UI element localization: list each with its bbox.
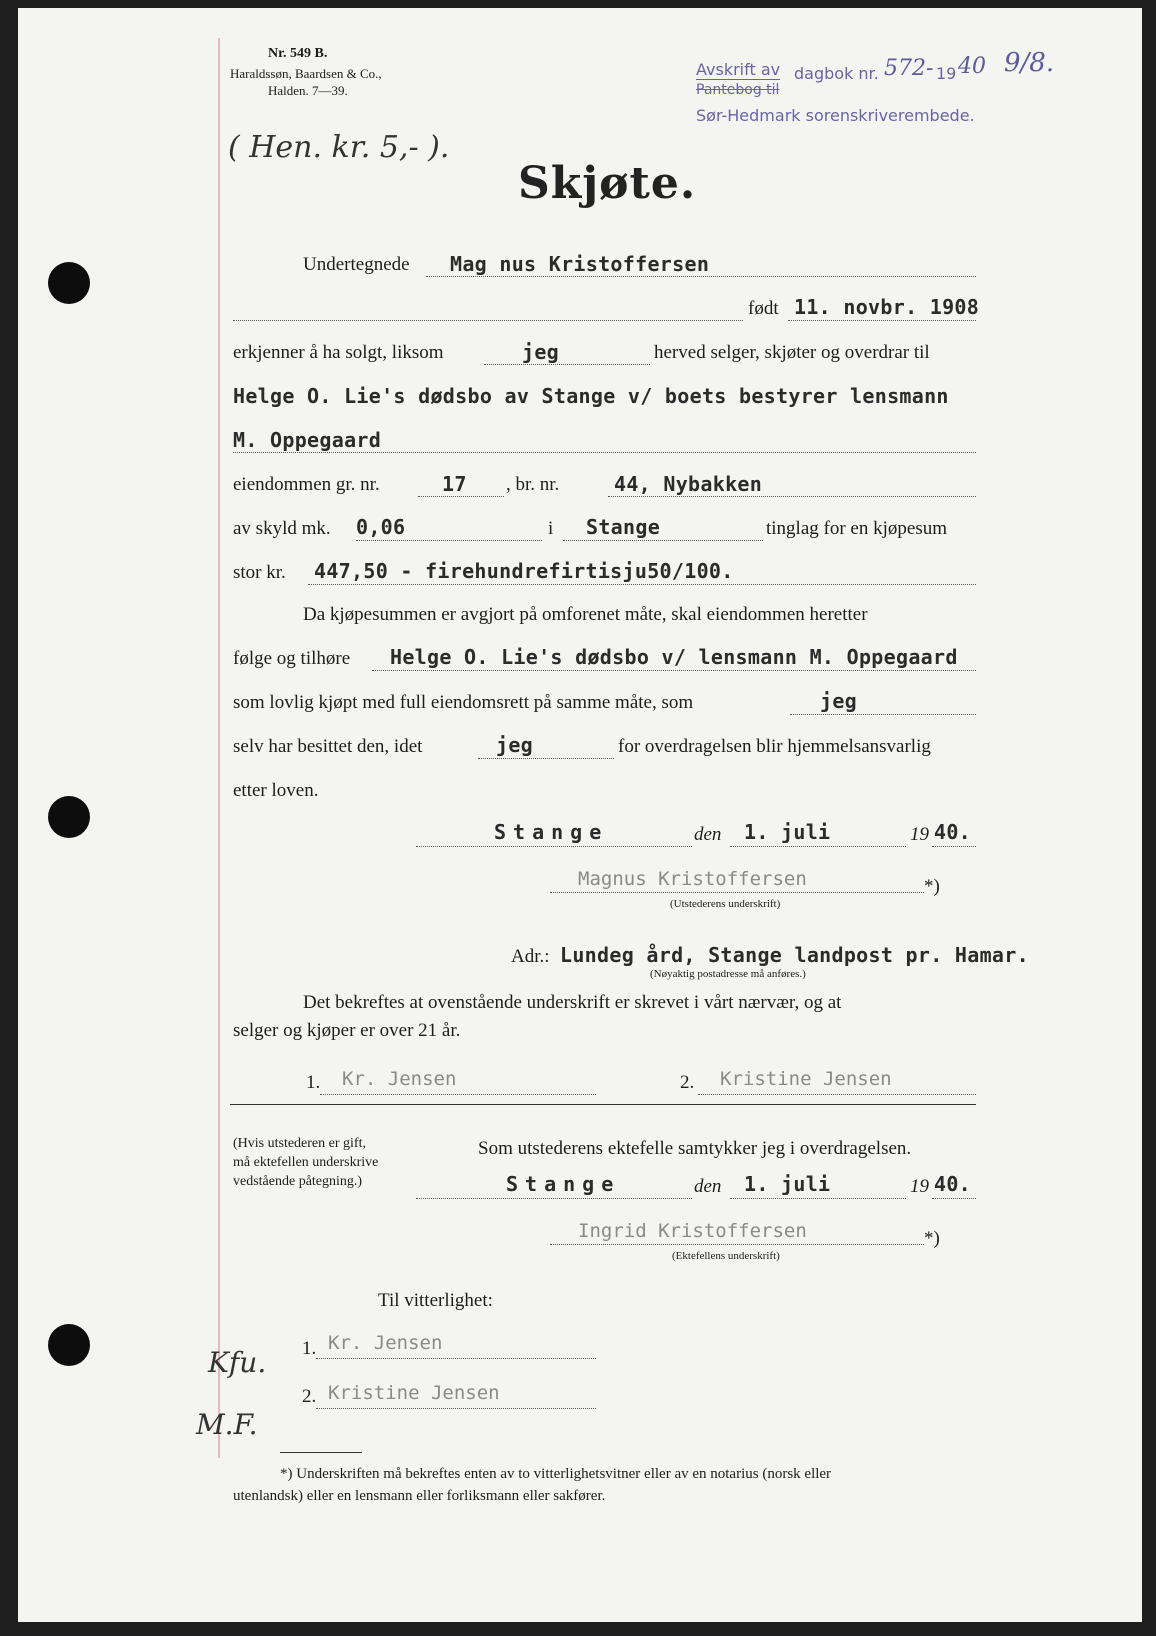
field-line bbox=[932, 846, 976, 847]
stamp-dagbok: dagbok nr. bbox=[794, 64, 879, 83]
spouse-note-line2: må ektefellen underskrive bbox=[233, 1155, 379, 1170]
date2-year: 40. bbox=[934, 1172, 972, 1196]
signature1-star: *) bbox=[924, 876, 940, 897]
stamp-avskrift: Avskrift av bbox=[696, 60, 781, 79]
punch-hole bbox=[48, 796, 90, 838]
field-line bbox=[608, 496, 976, 497]
stamp-office: Sør-Hedmark sorenskriverembede. bbox=[696, 106, 975, 125]
stor-label: stor kr. bbox=[233, 562, 286, 583]
stamp-hand-date: 9/8. bbox=[1004, 48, 1055, 78]
witness-confirm-line1: Det bekreftes at ovenstående underskrift er skrevet i vårt nærvær, og at bbox=[303, 992, 842, 1013]
field-line bbox=[730, 846, 906, 847]
signature-line bbox=[698, 1094, 976, 1095]
field-line bbox=[356, 540, 542, 541]
date1-den: den bbox=[694, 824, 722, 845]
seller-signature: Magnus Kristoffersen bbox=[578, 868, 807, 890]
vitterlighet2-number: 2. bbox=[302, 1386, 317, 1407]
field-line bbox=[484, 364, 650, 365]
date1-year-prefix: 19 bbox=[910, 824, 929, 845]
vitterlighet1-signature: Kr. Jensen bbox=[328, 1332, 443, 1354]
signature-line bbox=[320, 1094, 596, 1095]
field-line bbox=[416, 1198, 692, 1199]
field-line bbox=[308, 584, 976, 585]
spouse-note-line3: vedstående påtegning.) bbox=[233, 1174, 363, 1189]
br-label: , br. nr. bbox=[506, 474, 560, 495]
eiendommen-label: eiendommen gr. nr. bbox=[233, 474, 380, 495]
stamp-struck-text: Pantebog til bbox=[696, 82, 780, 98]
gr-nr: 17 bbox=[442, 472, 467, 496]
tinglag-place: Stange bbox=[586, 515, 661, 539]
new-owner: Helge O. Lie's dødsbo v/ lensmann M. Oppegaard bbox=[390, 645, 958, 669]
vitterlighet1-number: 1. bbox=[302, 1338, 317, 1359]
vitterlighet2-signature: Kristine Jensen bbox=[328, 1382, 500, 1404]
selv-label: selv har besittet den, idet bbox=[233, 736, 423, 757]
fodt-label: født bbox=[748, 298, 779, 319]
field-line bbox=[233, 452, 976, 453]
punch-hole bbox=[48, 262, 90, 304]
field-line bbox=[426, 276, 976, 277]
witness2-number: 2. bbox=[680, 1072, 695, 1093]
hjemmel-label: for overdragelsen blir hjemmelsansvarlig bbox=[618, 736, 931, 757]
field-line bbox=[790, 714, 976, 715]
date1-place: Stange bbox=[494, 820, 609, 844]
document-page bbox=[18, 8, 1142, 1622]
para-kjopesum: Da kjøpesummen er avgjort på omforenet måte, skal eiendommen heretter bbox=[303, 604, 868, 625]
stamp-year-prefix: 19 bbox=[936, 64, 957, 83]
signature2-caption: (Ektefellens underskrift) bbox=[672, 1250, 780, 1262]
footnote-line1: *) Underskriften må bekreftes enten av to vitterlighetsvitner eller av en notarius (norsk eller bbox=[280, 1466, 832, 1482]
publisher-line2: Halden. 7—39. bbox=[268, 83, 348, 98]
vitterlighet-label: Til vitterlighet: bbox=[378, 1290, 493, 1311]
br-nr: 44, Nybakken bbox=[614, 472, 763, 496]
skyld-label: av skyld mk. bbox=[233, 518, 331, 539]
lovlig-pronoun: jeg bbox=[820, 689, 858, 713]
purchase-amount: 447,50 - firehundrefirtisju50/100. bbox=[314, 559, 734, 583]
signature-line bbox=[316, 1408, 596, 1409]
signature1-caption: (Utstederens underskrift) bbox=[670, 898, 781, 910]
witness-confirm-line2: selger og kjøper er over 21 år. bbox=[233, 1020, 461, 1041]
date1-year: 40. bbox=[934, 820, 972, 844]
buyer-line1: Helge O. Lie's dødsbo av Stange v/ boets bestyrer lensmann bbox=[233, 384, 949, 408]
footnote-line2: utenlandsk) eller en lensmann eller forliksmann eller sakfører. bbox=[233, 1488, 606, 1504]
address-caption: (Nøyaktig postadresse må anføres.) bbox=[650, 968, 806, 980]
address-value: Lundeg ård, Stange landpost pr. Hamar. bbox=[560, 943, 1029, 967]
etter-loven: etter loven. bbox=[233, 780, 319, 801]
skyld-value: 0,06 bbox=[356, 515, 406, 539]
undertegnede-label: Undertegnede bbox=[303, 254, 410, 275]
field-line bbox=[563, 540, 763, 541]
selv-pronoun: jeg bbox=[496, 733, 534, 757]
address-label: Adr.: bbox=[511, 946, 550, 967]
field-line bbox=[478, 758, 614, 759]
document-title: Skjøte. bbox=[518, 158, 697, 209]
spouse-signature: Ingrid Kristoffersen bbox=[578, 1220, 807, 1242]
form-number: Nr. 549 B. bbox=[268, 46, 328, 61]
punch-hole bbox=[48, 1324, 90, 1366]
lovlig-label: som lovlig kjøpt med full eiendomsrett på samme måte, som bbox=[233, 692, 694, 713]
date2-year-prefix: 19 bbox=[910, 1176, 929, 1197]
margin-initials-2: M.F. bbox=[196, 1408, 258, 1441]
witness2-signature: Kristine Jensen bbox=[720, 1068, 892, 1090]
folge-label: følge og tilhøre bbox=[233, 648, 351, 669]
birth-date: 11. novbr. 1908 bbox=[794, 295, 980, 319]
buyer-line2: M. Oppegaard bbox=[233, 428, 382, 452]
margin-rule bbox=[218, 38, 220, 1458]
section-divider bbox=[230, 1104, 976, 1105]
field-line bbox=[416, 846, 692, 847]
field-line bbox=[730, 1198, 906, 1199]
signature-line bbox=[316, 1358, 596, 1359]
i-label: i bbox=[548, 518, 554, 539]
seller-pronoun: jeg bbox=[522, 340, 560, 364]
signature-line bbox=[550, 1244, 924, 1245]
footnote-rule bbox=[280, 1452, 362, 1453]
tinglag-label: tinglag for en kjøpesum bbox=[766, 518, 947, 539]
handwritten-fee-note: ( Hen. kr. 5,- ). bbox=[228, 130, 450, 165]
stamp-hand-year: 40 bbox=[958, 54, 986, 79]
field-line bbox=[372, 670, 976, 671]
date2-den: den bbox=[694, 1176, 722, 1197]
field-line bbox=[418, 496, 504, 497]
witness1-signature: Kr. Jensen bbox=[342, 1068, 457, 1090]
field-line bbox=[932, 1198, 976, 1199]
signature2-star: *) bbox=[924, 1228, 940, 1249]
stamp-hand-number: 572- bbox=[884, 56, 934, 81]
date2-date: 1. juli bbox=[744, 1172, 831, 1196]
erkjenner-label: erkjenner å ha solgt, liksom bbox=[233, 342, 444, 363]
publisher-line1: Haraldssøn, Baardsen & Co., bbox=[230, 66, 382, 81]
spouse-consent: Som utstederens ektefelle samtykker jeg i overdragelsen. bbox=[478, 1138, 912, 1159]
date2-place: Stange bbox=[506, 1172, 621, 1196]
witness1-number: 1. bbox=[306, 1072, 321, 1093]
field-line bbox=[788, 320, 976, 321]
signature-line bbox=[550, 892, 924, 893]
spouse-note-line1: (Hvis utstederen er gift, bbox=[233, 1136, 366, 1151]
herved-label: herved selger, skjøter og overdrar til bbox=[654, 342, 930, 363]
field-line bbox=[233, 320, 743, 321]
date1-date: 1. juli bbox=[744, 820, 831, 844]
margin-initials-1: Kfu. bbox=[208, 1346, 267, 1379]
seller-name: Mag nus Kristoffersen bbox=[450, 252, 710, 276]
